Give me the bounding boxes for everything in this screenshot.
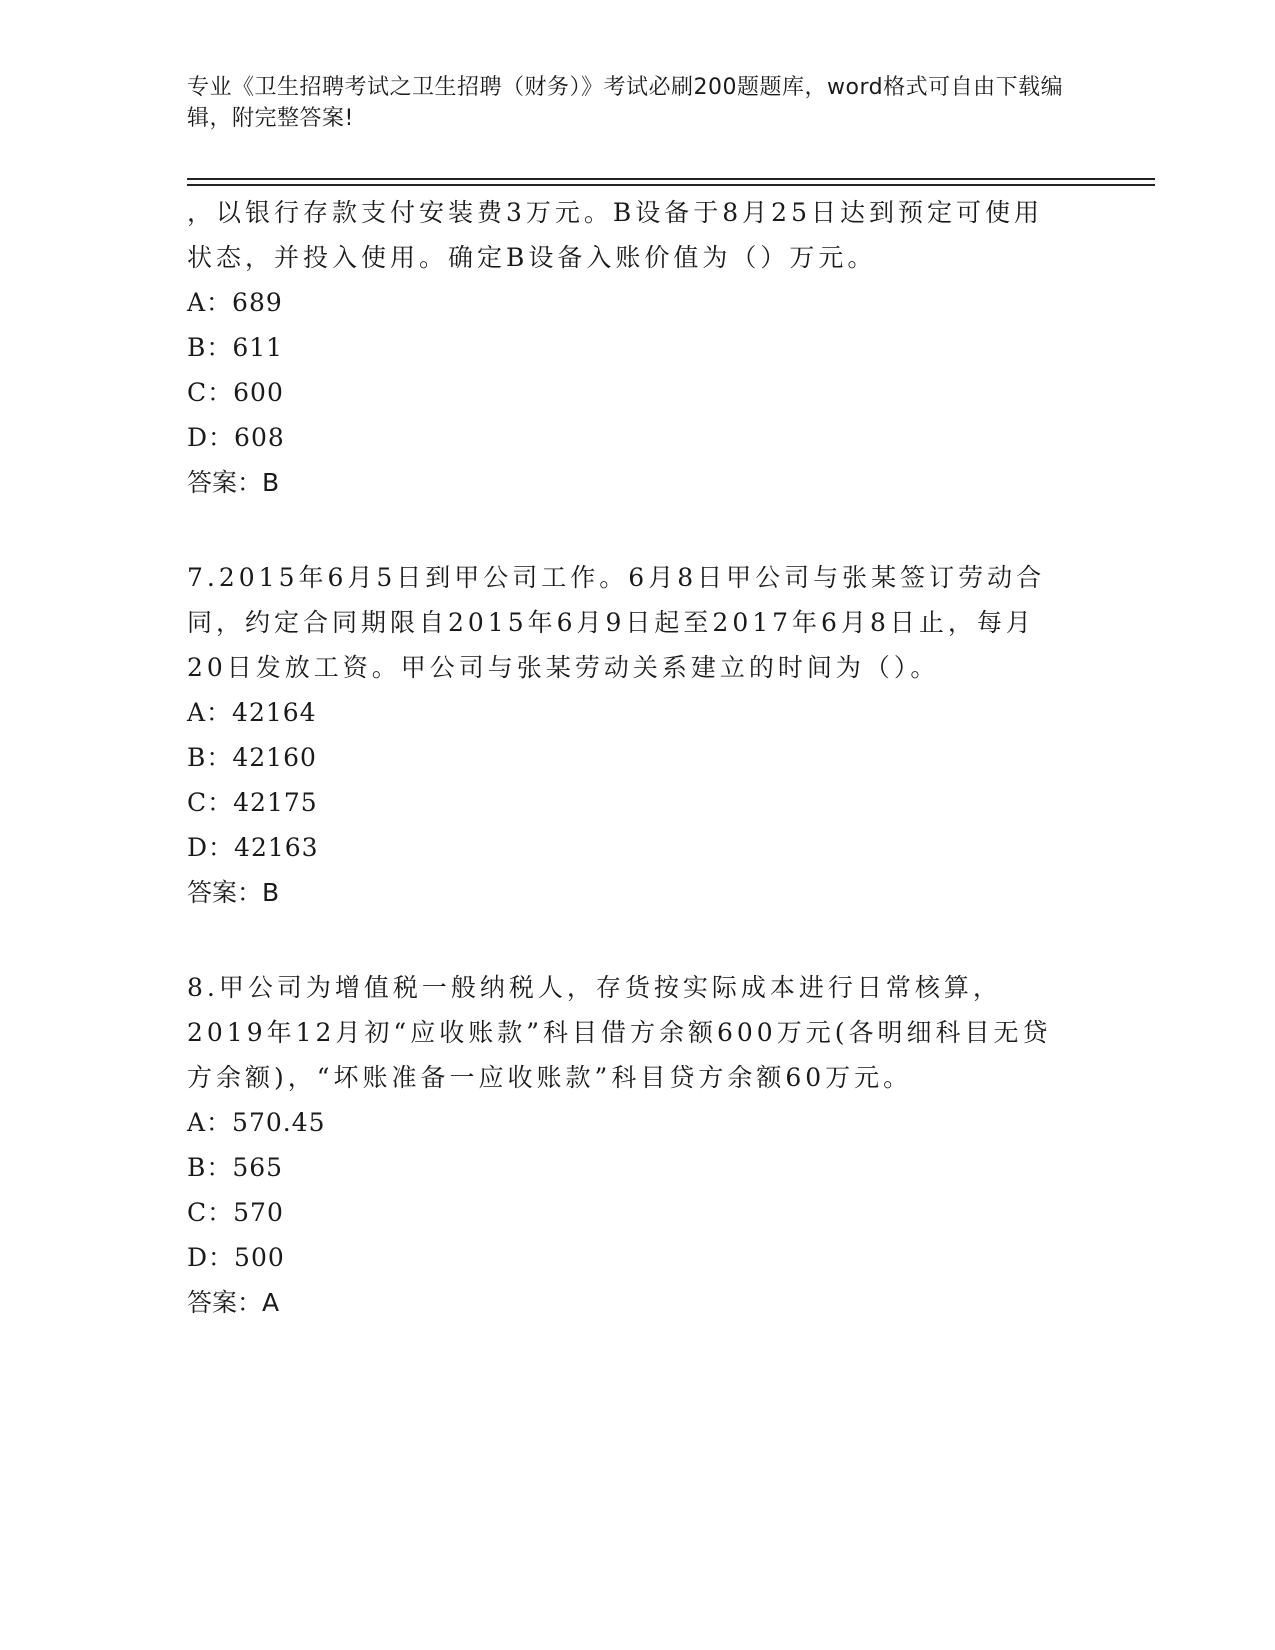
- answer-line: 答案：B: [187, 468, 280, 497]
- option-c: C：570: [187, 1198, 284, 1227]
- document-header: 专业《卫生招聘考试之卫生招聘（财务）》考试必刷200题题库，word格式可自由下载编辑，附完整答案!: [187, 75, 1064, 131]
- option-a: A：570.45: [187, 1108, 326, 1137]
- question-block: [187, 555, 1087, 915]
- header-divider-top: [187, 178, 1155, 180]
- option-d: D：42163: [187, 833, 319, 862]
- option-a: A：689: [187, 288, 283, 317]
- option-a: A：42164: [187, 698, 317, 727]
- option-b: B：611: [187, 333, 284, 362]
- option-d: D：500: [187, 1243, 285, 1272]
- option-c: C：42175: [187, 788, 318, 817]
- answer-line: 答案：A: [187, 1288, 280, 1317]
- option-b: B：42160: [187, 743, 317, 772]
- question-text: 7.2015年6月5日到甲公司工作。6月8日甲公司与张某签订劳动合同，约定合同期限自2015年6月9日起至2017年6月8日止，每月20日发放工资。甲公司与张某劳动关系建立的时间为（）。: [187, 563, 1046, 682]
- question-text: ，以银行存款支付安装费3万元。B设备于8月25日达到预定可使用状态，并投入使用。确定B设备入账价值为（）万元。: [187, 198, 1043, 272]
- option-c: C：600: [187, 378, 284, 407]
- question-text: 8.甲公司为增值税一般纳税人，存货按实际成本进行日常核算，2019年12月初“应收账款”科目借方余额600万元(各明细科目无贷方余额)，“坏账准备一应收账款”科目贷方余额60万元。: [187, 973, 1052, 1092]
- option-d: D：608: [187, 423, 285, 452]
- header-divider-bottom: [187, 184, 1155, 186]
- question-block: [187, 965, 1087, 1325]
- option-b: B：565: [187, 1153, 284, 1182]
- question-block: [187, 190, 1087, 505]
- question-list: [187, 190, 1087, 1375]
- answer-line: 答案：B: [187, 878, 280, 907]
